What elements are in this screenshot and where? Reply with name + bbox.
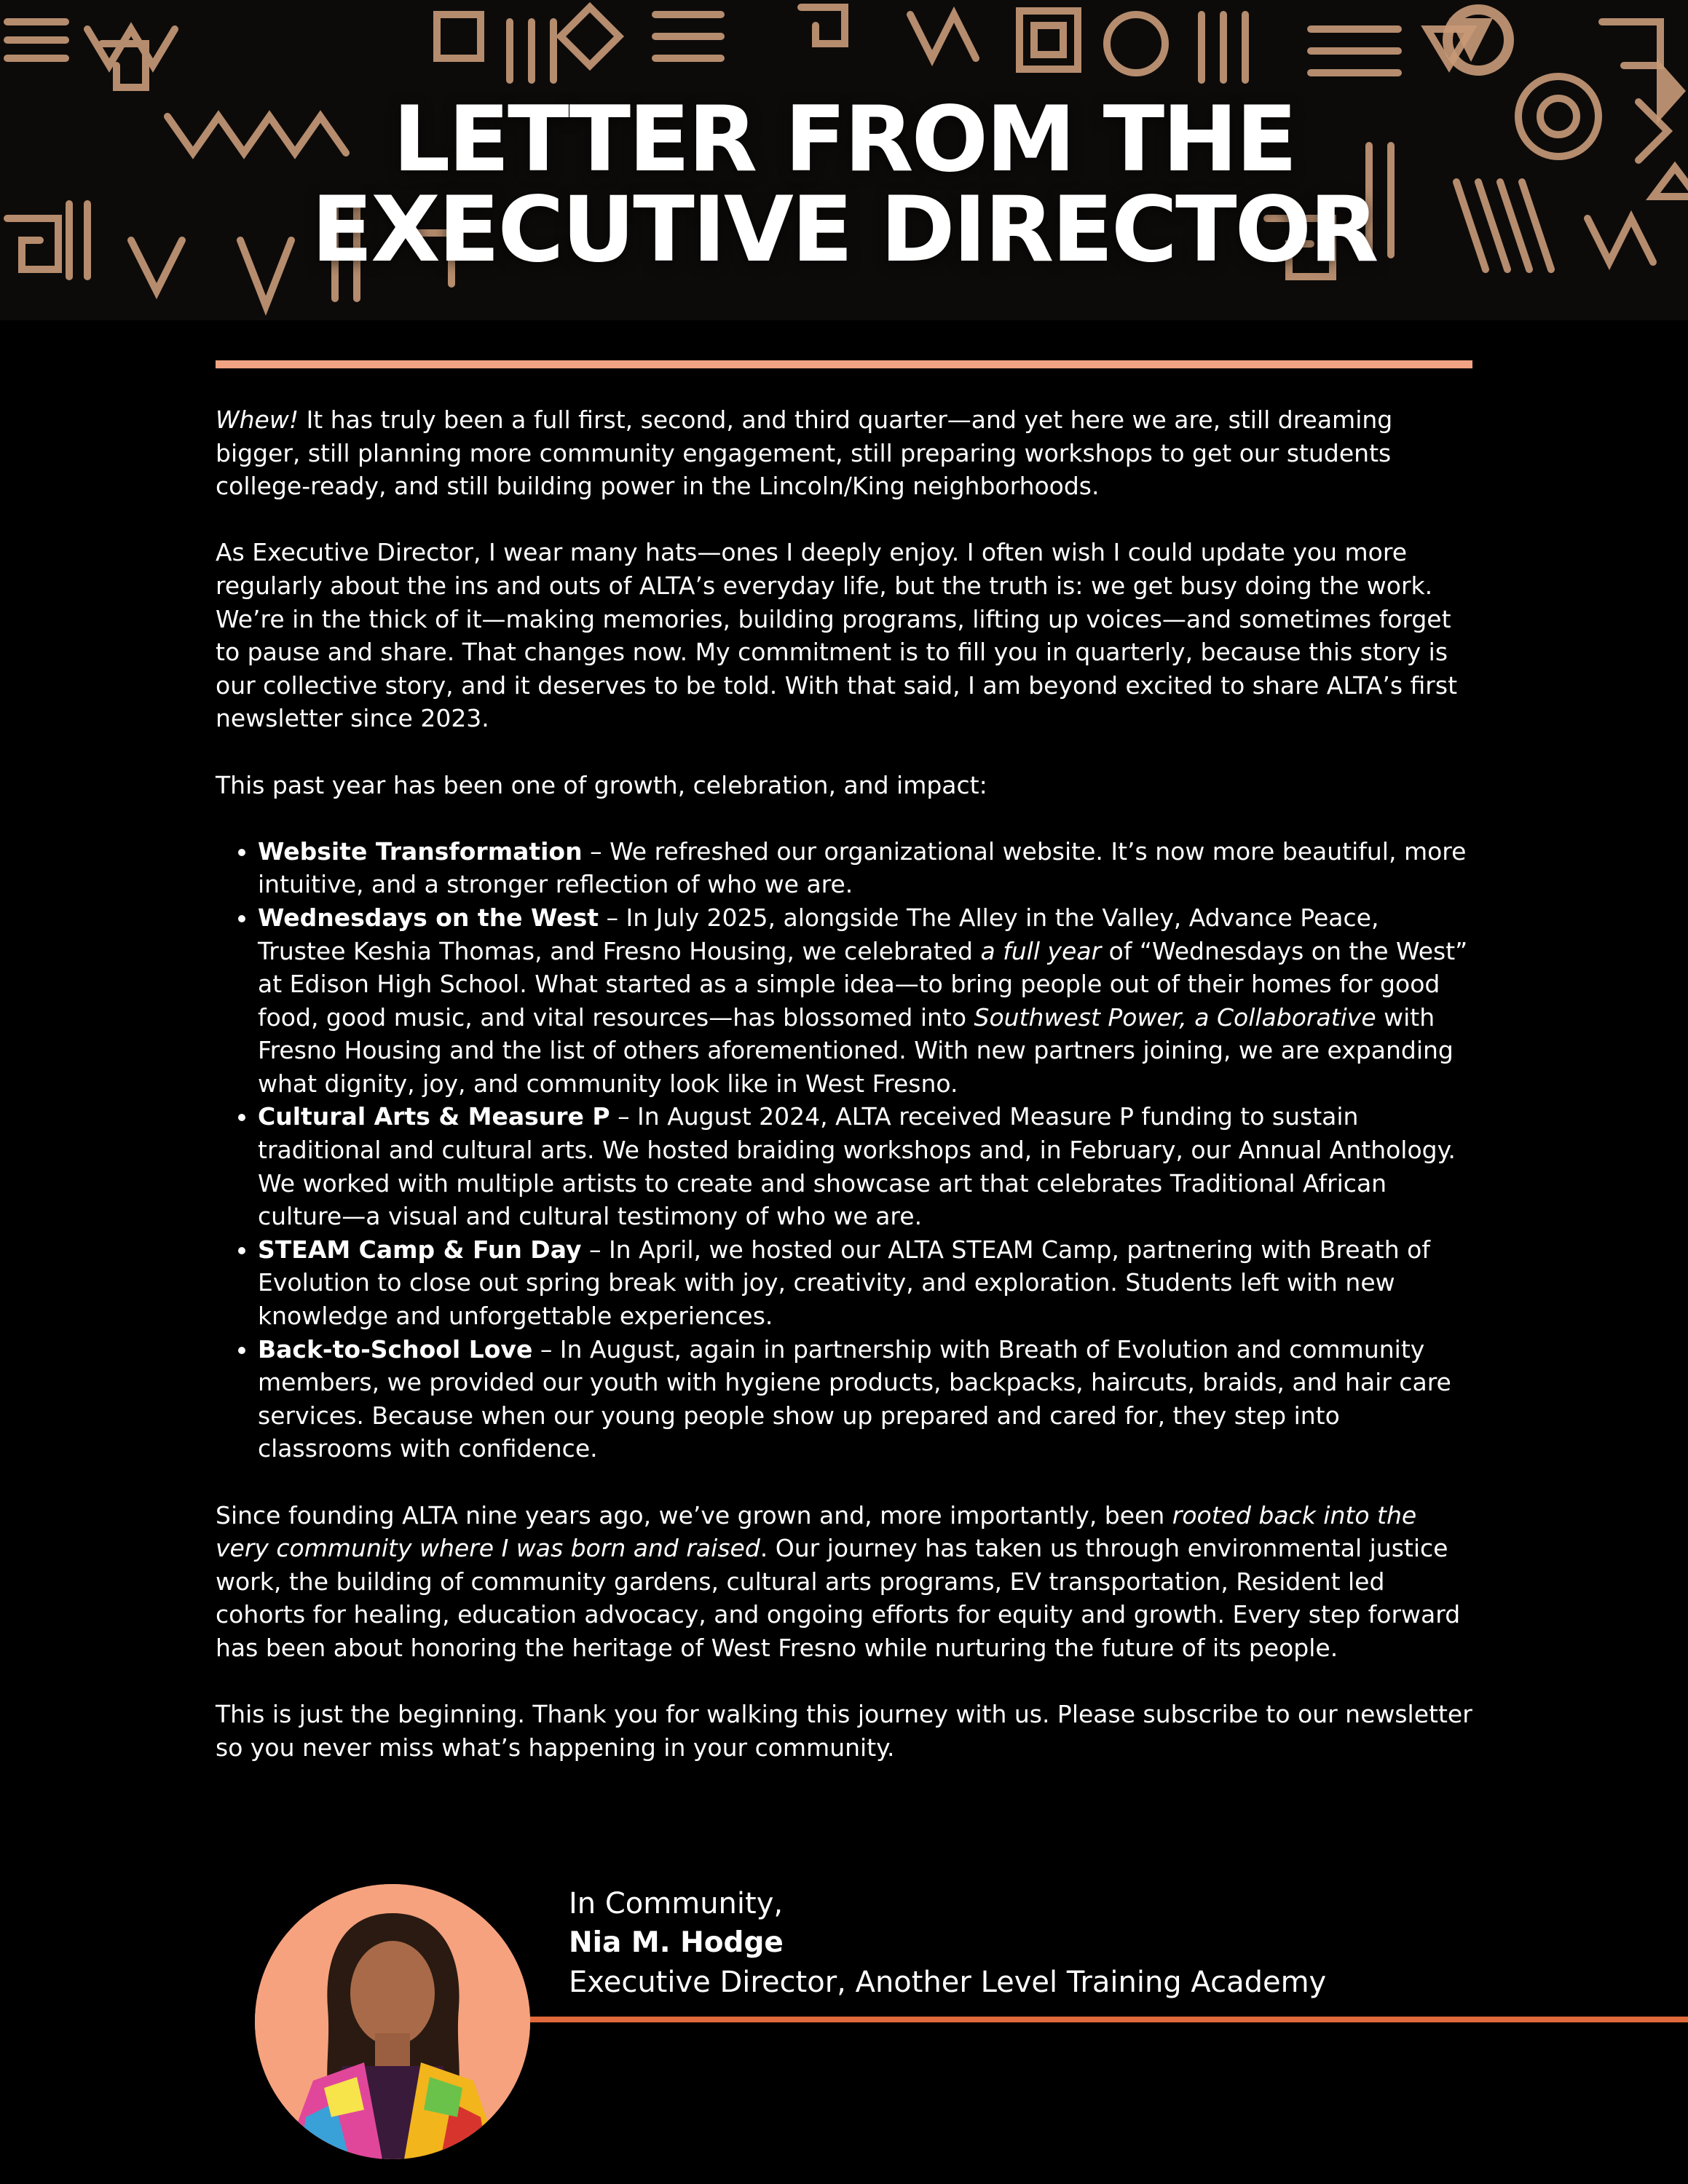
paragraph-intro: [216, 403, 1472, 503]
highlight-title: Website Transformation: [258, 836, 583, 866]
signature-block: [569, 1884, 1326, 2002]
list-item: [258, 901, 1472, 1101]
header-banner: [0, 0, 1688, 320]
paragraph-year-intro: This past year has been one of growth, celebration, and impact:: [216, 770, 987, 799]
intro-text: It has truly been a full first, second, and third quarter—and yet here we are, still dreaming bigger, still planning more community engagement, still preparing workshops to get our students college-ready, and still building power in the Lincoln/King neighborhoods.: [216, 405, 1393, 501]
letter-body: [216, 403, 1472, 1797]
history-text: Since founding ALTA nine years ago, we’ve grown and, more importantly, been: [216, 1500, 1172, 1530]
paragraph-role: As Executive Director, I wear many hats—ones I deeply enjoy. I often wish I could update you more regularly about the ins and outs of ALTA’s everyday life, but the truth is: we get busy doing the work. We’re in the thick of it—making memories, building programs, lifting up voices—and sometimes forget to pause and share. That changes now. My commitment is to fill you in quarterly, because this story is our collective story, and it deserves to be told. With that said, I am beyond excited to share ALTA’s first newsletter since 2023.: [216, 538, 1458, 733]
history-text: . Our journey has taken us through environmental justice work, the building of community gardens, cultural arts programs, EV transportation, Resident led cohorts for healing, education advocacy, and ongoing efforts for equity and growth. Every step forward has been about honoring the heritage of West Fresno while nurturing the future of its people.: [216, 1534, 1461, 1662]
list-item: [258, 1333, 1472, 1465]
signature-closing: In Community,: [569, 1887, 784, 1920]
list-item: [258, 1100, 1472, 1233]
highlight-title: Wednesdays on the West: [258, 903, 599, 932]
portrait-illustration: [255, 1884, 530, 2159]
title-line-1: LETTER FROM THE: [393, 87, 1295, 192]
accent-divider: [216, 360, 1472, 368]
highlight-text: – In April, we hosted our ALTA STEAM Camp, partnering with Breath of Evolution to close out spring break with joy, creativity, and exploration. Students left with new knowledge and unforgettable experiences.: [258, 1235, 1430, 1331]
highlight-emphasis: a full year: [980, 936, 1102, 965]
page-title: [0, 87, 1688, 282]
paragraph-history: [216, 1499, 1472, 1665]
list-item: [258, 1233, 1472, 1333]
history-emphasis: rooted back into the very community where I was born and raised: [216, 1500, 1417, 1563]
highlight-title: Back-to-School Love: [258, 1334, 533, 1364]
signature-divider: [510, 2017, 1688, 2022]
highlight-text: – In July 2025, alongside The Alley in the Valley, Advance Peace, Trustee Keshia Thomas, and Fresno Housing, we celebrated: [258, 903, 1379, 965]
signature-role: Executive Director, Another Level Training Academy: [569, 1966, 1327, 1999]
highlight-text: with Fresno Housing and the list of others aforementioned. With new partners joining, we are expanding what dignity, joy, and community look like in West Fresno.: [258, 1002, 1454, 1098]
avatar: [255, 1884, 530, 2159]
highlight-emphasis: Southwest Power, a Collaborative: [974, 1002, 1376, 1032]
highlights-list: [216, 835, 1472, 1465]
highlight-title: Cultural Arts & Measure P: [258, 1102, 610, 1131]
highlight-text: – We refreshed our organizational website. It’s now more beautiful, more intuitive, and a stronger reflection of who we are.: [258, 836, 1467, 899]
highlight-text: – In August 2024, ALTA received Measure P funding to sustain traditional and cultural arts. We hosted braiding workshops and, in February, our Annual Anthology. We worked with multiple artists to create and showcase art that celebrates Traditional African culture—a visual and cultural testimony of who we are.: [258, 1102, 1456, 1231]
title-line-2: EXECUTIVE DIRECTOR: [311, 178, 1377, 282]
highlight-text: – In August, again in partnership with Breath of Evolution and community members, we provided our youth with hygiene products, backpacks, haircuts, braids, and hair care services. Because when our young people show up prepared and cared for, they step into classrooms with confidence.: [258, 1334, 1451, 1463]
signature-name: Nia M. Hodge: [569, 1926, 784, 1959]
highlight-title: STEAM Camp & Fun Day: [258, 1235, 582, 1264]
highlight-text: of “Wednesdays on the West” at Edison High School. What started as a simple idea—to bring people out of their homes for good food, good music, and vital resources—has blossomed into: [258, 936, 1468, 1032]
intro-emphasis: Whew!: [216, 405, 299, 434]
list-item: [258, 835, 1472, 901]
paragraph-closing: This is just the beginning. Thank you for walking this journey with us. Please subscribe to our newsletter so you never miss what’s happening in your community.: [216, 1700, 1472, 1762]
